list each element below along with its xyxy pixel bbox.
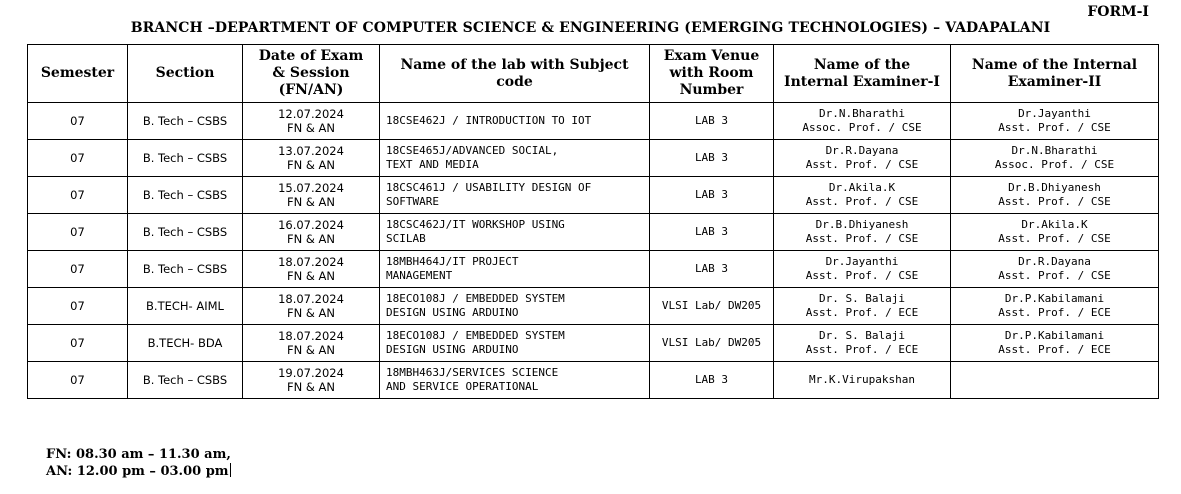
cell-date-session: 15.07.2024 FN & AN [243,177,380,214]
header-section: Section [128,45,243,103]
table-row [28,362,1159,399]
cell-subject: 18ECO108J / EMBEDDED SYSTEM DESIGN USING ARDUINO [380,288,650,325]
header-examiner-2: Name of the Internal Examiner-II [951,45,1159,103]
cell-semester: 07 [28,362,128,399]
cell-section: B. Tech – CSBS [128,177,243,214]
cell-subject: 18MBH463J/SERVICES SCIENCE AND SERVICE OPERATIONAL [380,362,650,399]
cell-section: B. Tech – CSBS [128,214,243,251]
header-date: Date of Exam & Session (FN/AN) [243,45,380,103]
cell-section: B. Tech – CSBS [128,103,243,140]
exam-schedule-table [27,44,1159,399]
table-row [28,288,1159,325]
cell-venue: VLSI Lab/ DW205 [650,288,774,325]
cell-subject: 18CSE462J / INTRODUCTION TO IOT [380,103,650,140]
cell-semester: 07 [28,103,128,140]
cell-date-session: 18.07.2024 FN & AN [243,251,380,288]
cell-examiner-1: Dr.Akila.K Asst. Prof. / CSE [774,177,951,214]
text-cursor [230,463,231,477]
cell-examiner-1: Dr.B.Dhiyanesh Asst. Prof. / CSE [774,214,951,251]
header-lab: Name of the lab with Subject code [380,45,650,103]
cell-examiner-2 [951,362,1159,399]
an-timing-line [46,463,231,480]
table-row [28,103,1159,140]
table-header-row [28,45,1159,103]
form-label: FORM-I [1087,4,1149,20]
cell-venue: LAB 3 [650,177,774,214]
cell-semester: 07 [28,214,128,251]
session-timings [46,446,231,480]
cell-semester: 07 [28,251,128,288]
cell-examiner-2: Dr.P.Kabilamani Asst. Prof. / ECE [951,325,1159,362]
header-examiner-1: Name of the Internal Examiner-I [774,45,951,103]
header-venue: Exam Venue with Room Number [650,45,774,103]
cell-examiner-2: Dr.R.Dayana Asst. Prof. / CSE [951,251,1159,288]
header-semester: Semester [28,45,128,103]
cell-subject: 18CSC462J/IT WORKSHOP USING SCILAB [380,214,650,251]
cell-semester: 07 [28,325,128,362]
cell-venue: LAB 3 [650,362,774,399]
cell-venue: LAB 3 [650,140,774,177]
cell-section: B. Tech – CSBS [128,362,243,399]
cell-venue: LAB 3 [650,214,774,251]
cell-semester: 07 [28,177,128,214]
cell-venue: LAB 3 [650,251,774,288]
table-body [28,103,1159,399]
cell-semester: 07 [28,288,128,325]
cell-subject: 18CSC461J / USABILITY DESIGN OF SOFTWARE [380,177,650,214]
cell-subject: 18CSE465J/ADVANCED SOCIAL, TEXT AND MEDIA [380,140,650,177]
cell-examiner-1: Mr.K.Virupakshan [774,362,951,399]
cell-examiner-2: Dr.P.Kabilamani Asst. Prof. / ECE [951,288,1159,325]
cell-date-session: 13.07.2024 FN & AN [243,140,380,177]
cell-examiner-1: Dr.Jayanthi Asst. Prof. / CSE [774,251,951,288]
cell-date-session: 16.07.2024 FN & AN [243,214,380,251]
cell-section: B. Tech – CSBS [128,140,243,177]
fn-timing: FN: 08.30 am – 11.30 am, [46,447,231,462]
table-row [28,325,1159,362]
cell-examiner-2: Dr.B.Dhiyanesh Asst. Prof. / CSE [951,177,1159,214]
table-row [28,251,1159,288]
cell-subject: 18MBH464J/IT PROJECT MANAGEMENT [380,251,650,288]
table-row [28,140,1159,177]
cell-section: B.TECH- BDA [128,325,243,362]
cell-examiner-1: Dr.R.Dayana Asst. Prof. / CSE [774,140,951,177]
an-timing: AN: 12.00 pm – 03.00 pm [46,464,229,479]
cell-date-session: 18.07.2024 FN & AN [243,325,380,362]
cell-examiner-1: Dr. S. Balaji Asst. Prof. / ECE [774,288,951,325]
branch-title: BRANCH –DEPARTMENT OF COMPUTER SCIENCE & ENGINEERING (EMERGING TECHNOLOGIES) – VADAPALANI [130,20,1051,36]
cell-section: B.TECH- AIML [128,288,243,325]
cell-semester: 07 [28,140,128,177]
cell-date-session: 12.07.2024 FN & AN [243,103,380,140]
cell-venue: LAB 3 [650,103,774,140]
cell-venue: VLSI Lab/ DW205 [650,325,774,362]
cell-date-session: 19.07.2024 FN & AN [243,362,380,399]
table-row [28,214,1159,251]
cell-subject: 18ECO108J / EMBEDDED SYSTEM DESIGN USING ARDUINO [380,325,650,362]
cell-examiner-2: Dr.N.Bharathi Assoc. Prof. / CSE [951,140,1159,177]
cell-examiner-2: Dr.Akila.K Asst. Prof. / CSE [951,214,1159,251]
table-row [28,177,1159,214]
cell-examiner-1: Dr.N.Bharathi Assoc. Prof. / CSE [774,103,951,140]
cell-section: B. Tech – CSBS [128,251,243,288]
cell-date-session: 18.07.2024 FN & AN [243,288,380,325]
cell-examiner-2: Dr.Jayanthi Asst. Prof. / CSE [951,103,1159,140]
cell-examiner-1: Dr. S. Balaji Asst. Prof. / ECE [774,325,951,362]
